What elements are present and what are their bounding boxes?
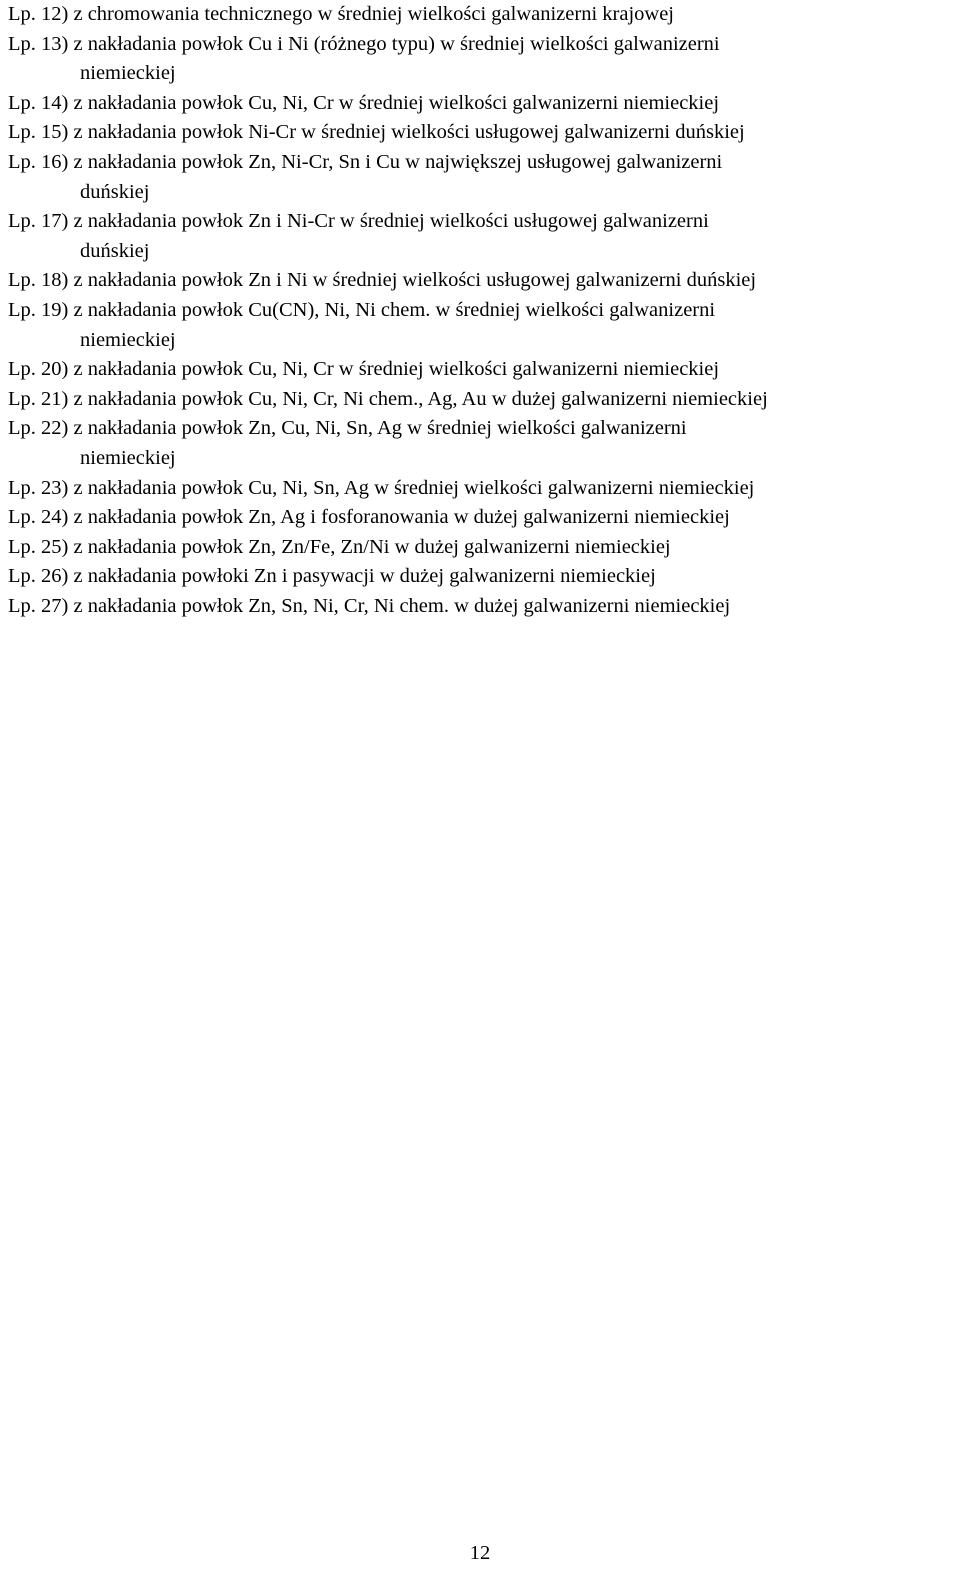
list-item <box>8 266 958 296</box>
list-item <box>8 474 958 504</box>
list-item <box>8 148 958 207</box>
list-item <box>8 296 958 355</box>
entry-text: Lp. 13) z nakładania powłok Cu i Ni (różnego typu) w średniej wielkości galwanizerni <box>8 32 720 55</box>
list-item <box>8 385 958 415</box>
entry-text: Lp. 14) z nakładania powłok Cu, Ni, Cr w średniej wielkości galwanizerni niemieckiej <box>8 91 720 114</box>
list-item <box>8 118 958 148</box>
list-item <box>8 414 958 473</box>
list-item <box>8 30 958 89</box>
list-item <box>8 0 958 30</box>
list-item <box>8 89 958 119</box>
list-item <box>8 355 958 385</box>
page-number: 12 <box>469 1542 491 1564</box>
list-item <box>8 207 958 266</box>
entry-text: Lp. 19) z nakładania powłok Cu(CN), Ni, Ni chem. w średniej wielkości galwanizerni <box>8 298 716 321</box>
entry-text: Lp. 12) z chromowania technicznego w średniej wielkości galwanizerni krajowej <box>8 3 674 25</box>
entry-text: Lp. 24) z nakładania powłok Zn, Ag i fosforanowania w dużej galwanizerni niemieckiej <box>8 506 730 529</box>
sample-list <box>8 0 958 621</box>
list-item <box>8 503 958 533</box>
entry-text: Lp. 20) z nakładania powłok Cu, Ni, Cr w średniej wielkości galwanizerni niemieckiej <box>8 358 720 381</box>
entry-continuation: duńskiej <box>80 239 150 262</box>
entry-continuation: niemieckiej <box>80 62 176 85</box>
entry-text: Lp. 23) z nakładania powłok Cu, Ni, Sn, Ag w średniej wielkości galwanizerni niemieckiej <box>8 476 755 499</box>
entry-text: Lp. 21) z nakładania powłok Cu, Ni, Cr, Ni chem., Ag, Au w dużej galwanizerni niemieckiej <box>8 387 768 410</box>
list-item <box>8 562 958 592</box>
entry-text: Lp. 25) z nakładania powłok Zn, Zn/Fe, Zn/Ni w dużej galwanizerni niemieckiej <box>8 535 671 558</box>
entry-text: Lp. 27) z nakładania powłok Zn, Sn, Ni, Cr, Ni chem. w dużej galwanizerni niemieckiej <box>8 594 731 617</box>
entry-text: Lp. 26) z nakładania powłoki Zn i pasywacji w dużej galwanizerni niemieckiej <box>8 565 656 588</box>
entry-text: Lp. 15) z nakładania powłok Ni-Cr w średniej wielkości usługowej galwanizerni duńskiej <box>8 121 745 144</box>
entry-text: Lp. 16) z nakładania powłok Zn, Ni-Cr, Sn i Cu w największej usługowej galwanizerni <box>8 150 723 173</box>
entry-text: Lp. 17) z nakładania powłok Zn i Ni-Cr w średniej wielkości usługowej galwanizerni <box>8 210 709 233</box>
entry-continuation: duńskiej <box>80 180 150 203</box>
list-item <box>8 592 958 622</box>
entry-text: Lp. 22) z nakładania powłok Zn, Cu, Ni, Sn, Ag w średniej wielkości galwanizerni <box>8 417 687 440</box>
list-item <box>8 533 958 563</box>
entry-continuation: niemieckiej <box>80 446 176 469</box>
entry-text: Lp. 18) z nakładania powłok Zn i Ni w średniej wielkości usługowej galwanizerni duńskiej <box>8 269 757 292</box>
entry-continuation: niemieckiej <box>80 328 176 351</box>
